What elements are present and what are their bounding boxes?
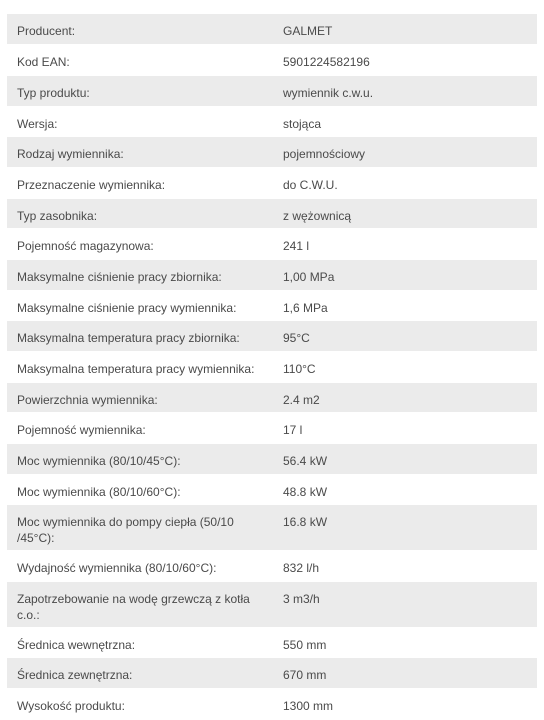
spec-value: do C.W.U. <box>283 178 338 192</box>
spec-row <box>7 352 537 383</box>
spec-label: Moc wymiennika (80/10/45°C): <box>17 454 181 468</box>
spec-row <box>7 137 537 168</box>
spec-label: Wydajność wymiennika (80/10/60°C): <box>17 561 217 575</box>
spec-label: Typ produktu: <box>17 86 90 100</box>
spec-value: 2.4 m2 <box>283 393 320 407</box>
spec-label: Średnica zewnętrzna: <box>17 668 133 682</box>
spec-row <box>7 260 537 291</box>
spec-value: 5901224582196 <box>283 55 370 69</box>
spec-label: Maksymalna temperatura pracy zbiornika: <box>17 331 240 345</box>
spec-label: Pojemność magazynowa: <box>17 239 154 253</box>
spec-value: 56.4 kW <box>283 454 328 468</box>
spec-label: Moc wymiennika (80/10/60°C): <box>17 485 181 499</box>
spec-label: Przeznaczenie wymiennika: <box>17 178 166 192</box>
spec-value: 16.8 kW <box>283 515 328 529</box>
spec-label: Maksymalne ciśnienie pracy wymiennika: <box>17 301 237 315</box>
product-spec-table <box>7 14 537 720</box>
spec-value: 110°C <box>283 362 316 376</box>
spec-label: Zapotrzebowanie na wodę grzewczą z kotła c.o.: <box>17 592 250 622</box>
spec-value: z wężownicą <box>283 209 352 223</box>
spec-row <box>7 413 537 444</box>
spec-label: Kod EAN: <box>17 55 70 69</box>
spec-value: GALMET <box>283 24 333 38</box>
spec-row <box>7 291 537 321</box>
spec-value: 550 mm <box>283 638 327 652</box>
spec-value: wymiennik c.w.u. <box>283 86 374 100</box>
spec-value: 1,00 MPa <box>283 270 335 284</box>
spec-row <box>7 383 537 413</box>
spec-row <box>7 444 537 475</box>
spec-value: 48.8 kW <box>283 485 328 499</box>
spec-label: Producent: <box>17 24 76 38</box>
spec-label: Maksymalna temperatura pracy wymiennika: <box>17 362 255 376</box>
spec-row <box>7 168 537 199</box>
spec-row <box>7 45 537 76</box>
spec-row <box>7 14 537 45</box>
spec-label: Powierzchnia wymiennika: <box>17 393 158 407</box>
spec-row <box>7 505 537 551</box>
spec-row <box>7 475 537 505</box>
spec-value: pojemnościowy <box>283 147 366 161</box>
spec-label: Moc wymiennika do pompy ciepła (50/10 /45°C): <box>17 515 234 545</box>
spec-value: 3 m3/h <box>283 592 320 606</box>
spec-row <box>7 76 537 107</box>
spec-row <box>7 658 537 689</box>
spec-value: 241 l <box>283 239 310 253</box>
spec-row <box>7 107 537 137</box>
spec-label: Rodzaj wymiennika: <box>17 147 124 161</box>
spec-value: 1300 mm <box>283 699 334 713</box>
spec-row <box>7 229 537 260</box>
spec-label: Pojemność wymiennika: <box>17 423 146 437</box>
spec-label: Typ zasobnika: <box>17 209 98 223</box>
spec-value: 1,6 MPa <box>283 301 328 315</box>
spec-value: 670 mm <box>283 668 327 682</box>
spec-label: Wysokość produktu: <box>17 699 125 713</box>
spec-label: Wersja: <box>17 117 58 131</box>
spec-value: stojąca <box>283 117 322 131</box>
spec-label: Maksymalne ciśnienie pracy zbiornika: <box>17 270 222 284</box>
spec-row <box>7 582 537 628</box>
spec-row <box>7 628 537 658</box>
spec-value: 17 l <box>283 423 303 437</box>
spec-value: 832 l/h <box>283 561 320 575</box>
spec-row <box>7 689 537 720</box>
spec-row <box>7 551 537 582</box>
spec-label: Średnica wewnętrzna: <box>17 638 136 652</box>
spec-row <box>7 321 537 352</box>
spec-row <box>7 199 537 229</box>
spec-value: 95°C <box>283 331 310 345</box>
